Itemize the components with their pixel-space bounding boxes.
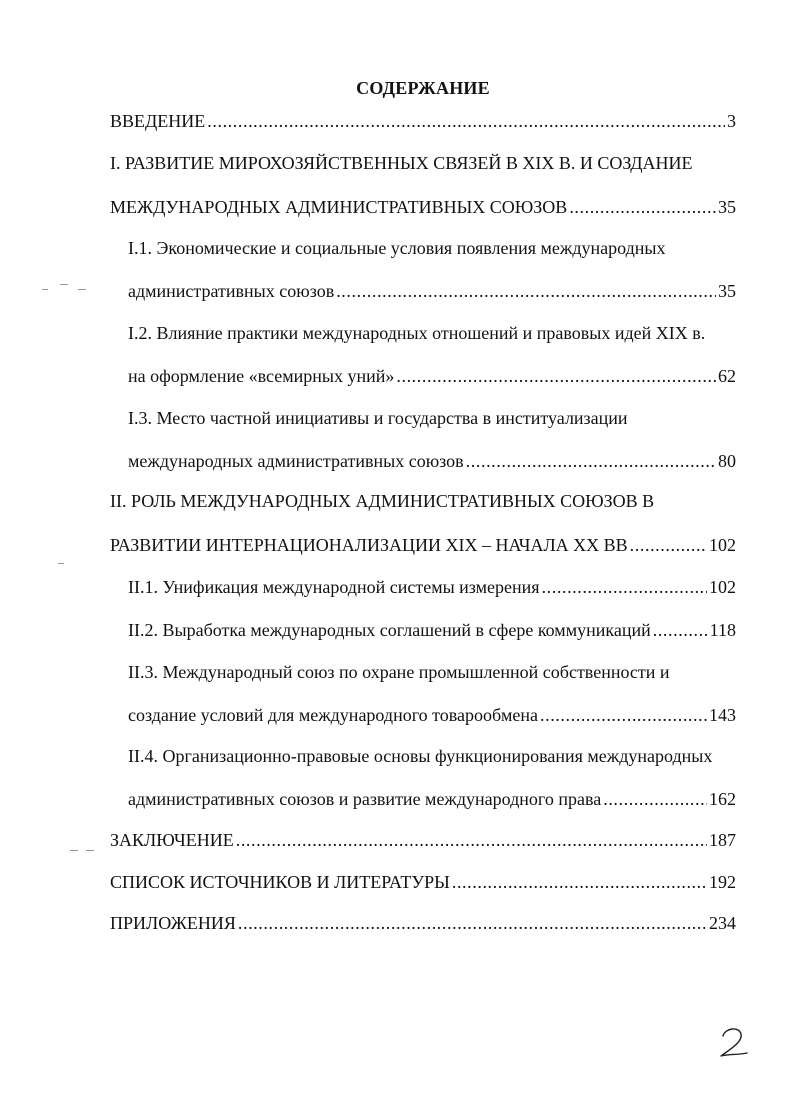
toc-entry-label: II.2. Выработка международных соглашений в сфере коммуникаций (128, 620, 651, 640)
toc-entry-label: I.2. Влияние практики международных отношений и правовых идей XIX в. (128, 323, 706, 343)
handwritten-page-number-icon (715, 1022, 751, 1062)
toc-entry-section-2-4-line-1[interactable] (128, 745, 736, 767)
toc-entry-label: МЕЖДУНАРОДНЫХ АДМИНИСТРАТИВНЫХ СОЮЗОВ (110, 197, 568, 217)
scan-artifact (60, 284, 68, 285)
toc-entry-section-1-3-line-1[interactable] (128, 407, 736, 429)
scan-artifact (70, 850, 78, 851)
toc-page-number: 192 (709, 872, 736, 892)
toc-entry-label: II.1. Унификация международной системы измерения (128, 577, 540, 597)
toc-entry-label: РАЗВИТИИ ИНТЕРНАЦИОНАЛИЗАЦИИ XIX – НАЧАЛА XX ВВ (110, 535, 628, 555)
dot-leader (452, 871, 707, 893)
toc-entry-label: I.3. Место частной инициативы и государства в институализации (128, 408, 628, 428)
toc-entry-intro[interactable] (110, 110, 736, 132)
toc-entry-conclusion[interactable] (110, 829, 736, 851)
toc-entry-label: II. РОЛЬ МЕЖДУНАРОДНЫХ АДМИНИСТРАТИВНЫХ СОЮЗОВ В (110, 491, 655, 511)
toc-entry-chapter-1-line-1[interactable] (110, 152, 736, 174)
toc-entry-section-2-3[interactable] (128, 704, 736, 726)
toc-entry-label: ЗАКЛЮЧЕНИЕ (110, 830, 234, 850)
toc-entry-appendix[interactable] (110, 912, 736, 934)
toc-page-number: 35 (718, 281, 736, 301)
toc-entry-label: II.4. Организационно-правовые основы функционирования международных (128, 746, 713, 766)
dot-leader (569, 196, 716, 218)
toc-page-number: 3 (727, 111, 736, 131)
dot-leader (236, 829, 707, 851)
toc-entry-section-2-3-line-1[interactable] (128, 661, 736, 683)
toc-entry-label: СПИСОК ИСТОЧНИКОВ И ЛИТЕРАТУРЫ (110, 872, 450, 892)
toc-entry-chapter-2[interactable] (110, 534, 736, 556)
scan-artifact (86, 850, 94, 851)
dot-leader (466, 450, 716, 472)
dot-leader (540, 704, 707, 726)
toc-page-number: 102 (709, 535, 736, 555)
dot-leader (542, 576, 707, 598)
dot-leader (238, 912, 707, 934)
toc-page-number: 143 (709, 705, 736, 725)
toc-page-number: 162 (709, 789, 736, 809)
dot-leader (336, 280, 716, 302)
toc-entry-label: I. РАЗВИТИЕ МИРОХОЗЯЙСТВЕННЫХ СВЯЗЕЙ В XIX В. И СОЗДАНИЕ (110, 153, 693, 173)
toc-entry-section-2-4[interactable] (128, 788, 736, 810)
toc-entry-section-1-3[interactable] (128, 450, 736, 472)
toc-entry-chapter-2-line-1[interactable] (110, 490, 736, 512)
page-title: СОДЕРЖАНИЕ (356, 78, 490, 98)
toc-entry-label: ПРИЛОЖЕНИЯ (110, 913, 236, 933)
toc-entry-section-2-2[interactable] (128, 619, 736, 641)
toc-page-number: 118 (709, 620, 736, 640)
toc-entry-section-1-2-line-1[interactable] (128, 322, 736, 344)
toc-page-number: 102 (709, 577, 736, 597)
toc-entry-label: II.3. Международный союз по охране промышленной собственности и (128, 662, 670, 682)
scan-artifact (42, 289, 48, 290)
dot-leader (207, 110, 725, 132)
toc-page-number: 234 (709, 913, 736, 933)
dot-leader (396, 365, 716, 387)
toc-entry-label: создание условий для международного товарообмена (128, 705, 539, 725)
toc-entry-label: административных союзов и развитие международного права (128, 789, 602, 809)
toc-entry-sources[interactable] (110, 871, 736, 893)
toc-entry-section-1-2[interactable] (128, 365, 736, 387)
scan-artifact (78, 289, 86, 290)
toc-entry-label: ВВЕДЕНИЕ (110, 111, 206, 131)
dot-leader (630, 534, 707, 556)
toc-page-number: 187 (709, 830, 736, 850)
dot-leader (653, 619, 708, 641)
toc-page-number: 35 (718, 197, 736, 217)
toc-entry-label: I.1. Экономические и социальные условия появления международных (128, 238, 666, 258)
toc-entry-chapter-1[interactable] (110, 196, 736, 218)
toc-entry-label: международных административных союзов (128, 451, 464, 471)
toc-entry-label: административных союзов (128, 281, 335, 301)
dot-leader (603, 788, 707, 810)
toc-entry-section-1-1[interactable] (128, 280, 736, 302)
toc-entry-label: на оформление «всемирных уний» (128, 366, 395, 386)
toc-page-number: 80 (718, 451, 736, 471)
scan-artifact (58, 563, 64, 564)
toc-page-number: 62 (718, 366, 736, 386)
toc-entry-section-1-1-line-1[interactable] (128, 237, 736, 259)
toc-entry-section-2-1[interactable] (128, 576, 736, 598)
